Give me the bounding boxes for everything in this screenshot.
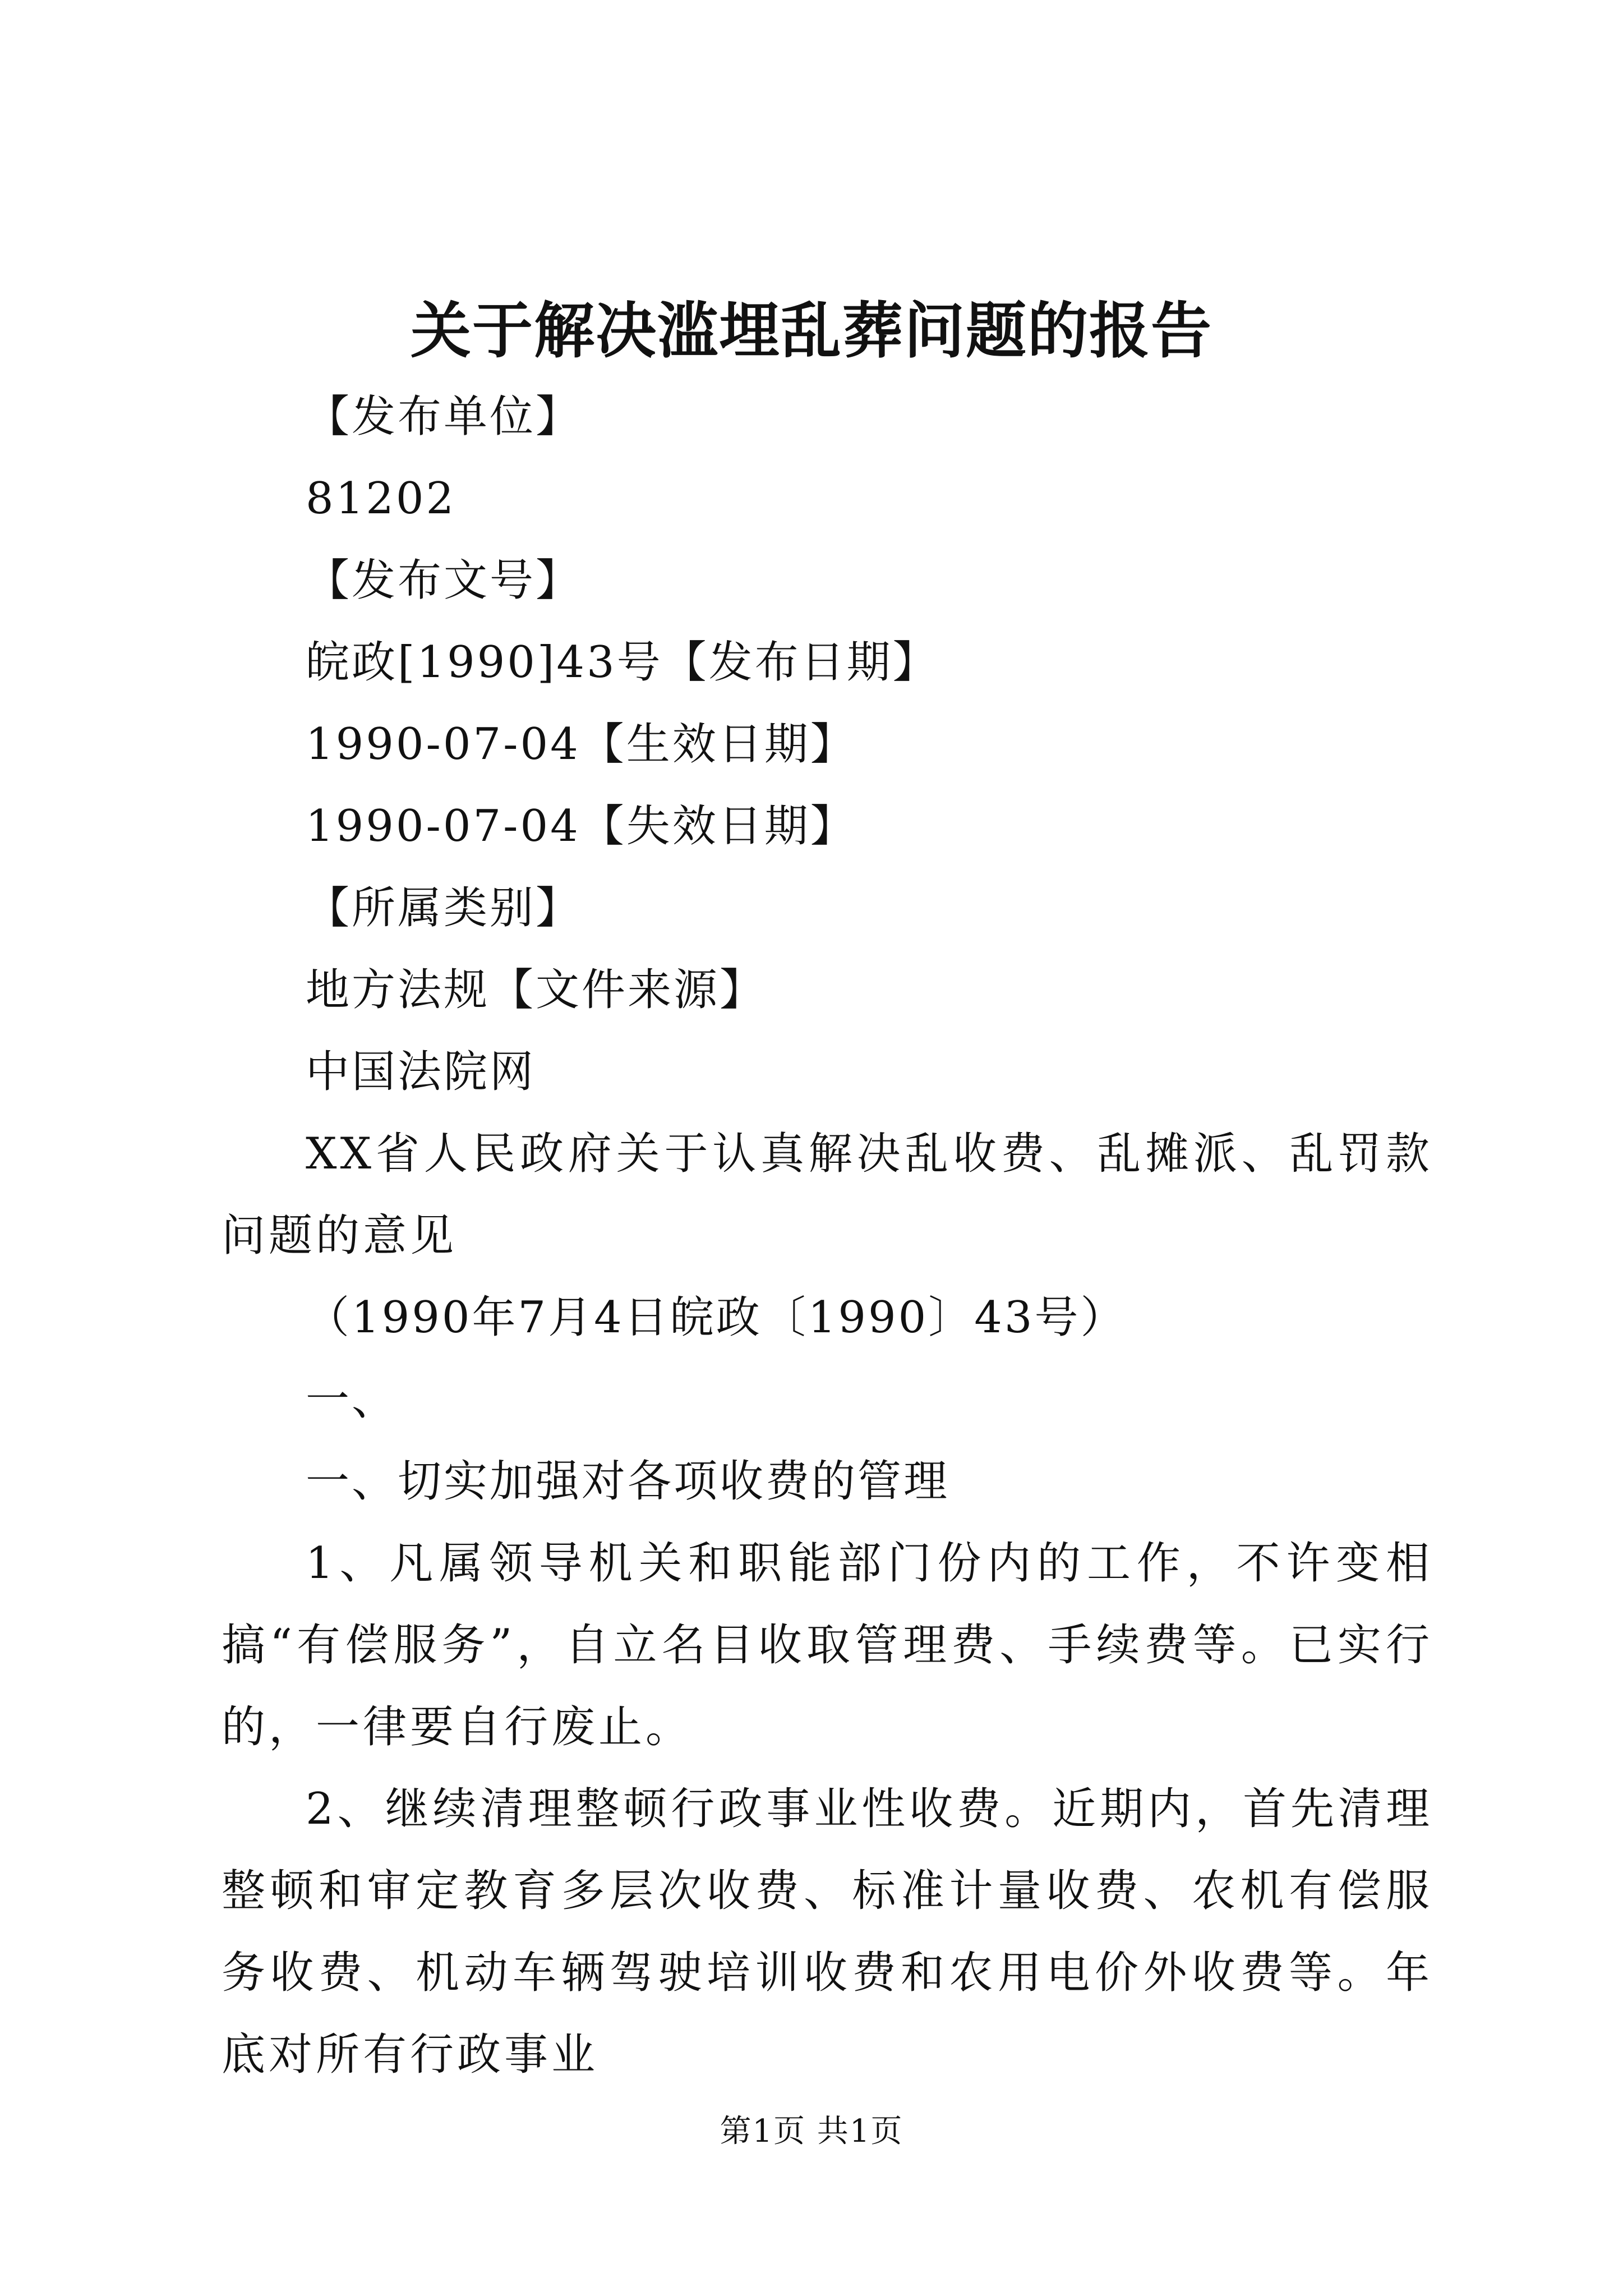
meta-line-issuer-value: 81202	[306, 473, 457, 524]
meta-line-category-value: 地方法规【文件来源】	[306, 965, 766, 1015]
body-heading-paragraph: XX省人民政府关于认真解决乱收费、乱摊派、乱罚款问题的意见	[222, 1129, 1433, 1261]
body-date-line: （1990年7月4日皖政〔1990〕43号）	[306, 1292, 1127, 1343]
meta-line-source-value: 中国法院网	[306, 1047, 536, 1097]
meta-line-issue-date: 1990-07-04【生效日期】	[306, 719, 856, 770]
body-paragraph-2: 2、继续清理整顿行政事业性收费。近期内，首先清理整顿和审定教育多层次收费、标准计量收费、农机有偿服务收费、机动车辆驾驶培训收费和农用电价外收费等。年底对所有行政事业	[222, 1784, 1433, 2080]
document-title: 关于解决滥埋乱葬问题的报告	[410, 296, 1212, 366]
meta-line-category-label: 【所属类别】	[306, 883, 582, 933]
page-footer: 第1页 共1页	[720, 2113, 903, 2150]
meta-line-docnum-label: 【发布文号】	[306, 555, 582, 606]
document-content	[222, 376, 1433, 2096]
meta-line-effective-date: 1990-07-04【失效日期】	[306, 801, 856, 852]
meta-line-docnum-value: 皖政[1990]43号【发布日期】	[306, 637, 939, 688]
body-section-marker: 一、	[306, 1374, 398, 1425]
body-section-heading: 一、切实加强对各项收费的管理	[306, 1456, 950, 1507]
body-paragraph-1: 1、凡属领导机关和职能部门份内的工作，不许变相搞“有偿服务”，自立名目收取管理费、手续费等。已实行的，一律要自行废止。	[222, 1538, 1433, 1752]
meta-line-issuer-label: 【发布单位】	[306, 392, 582, 442]
